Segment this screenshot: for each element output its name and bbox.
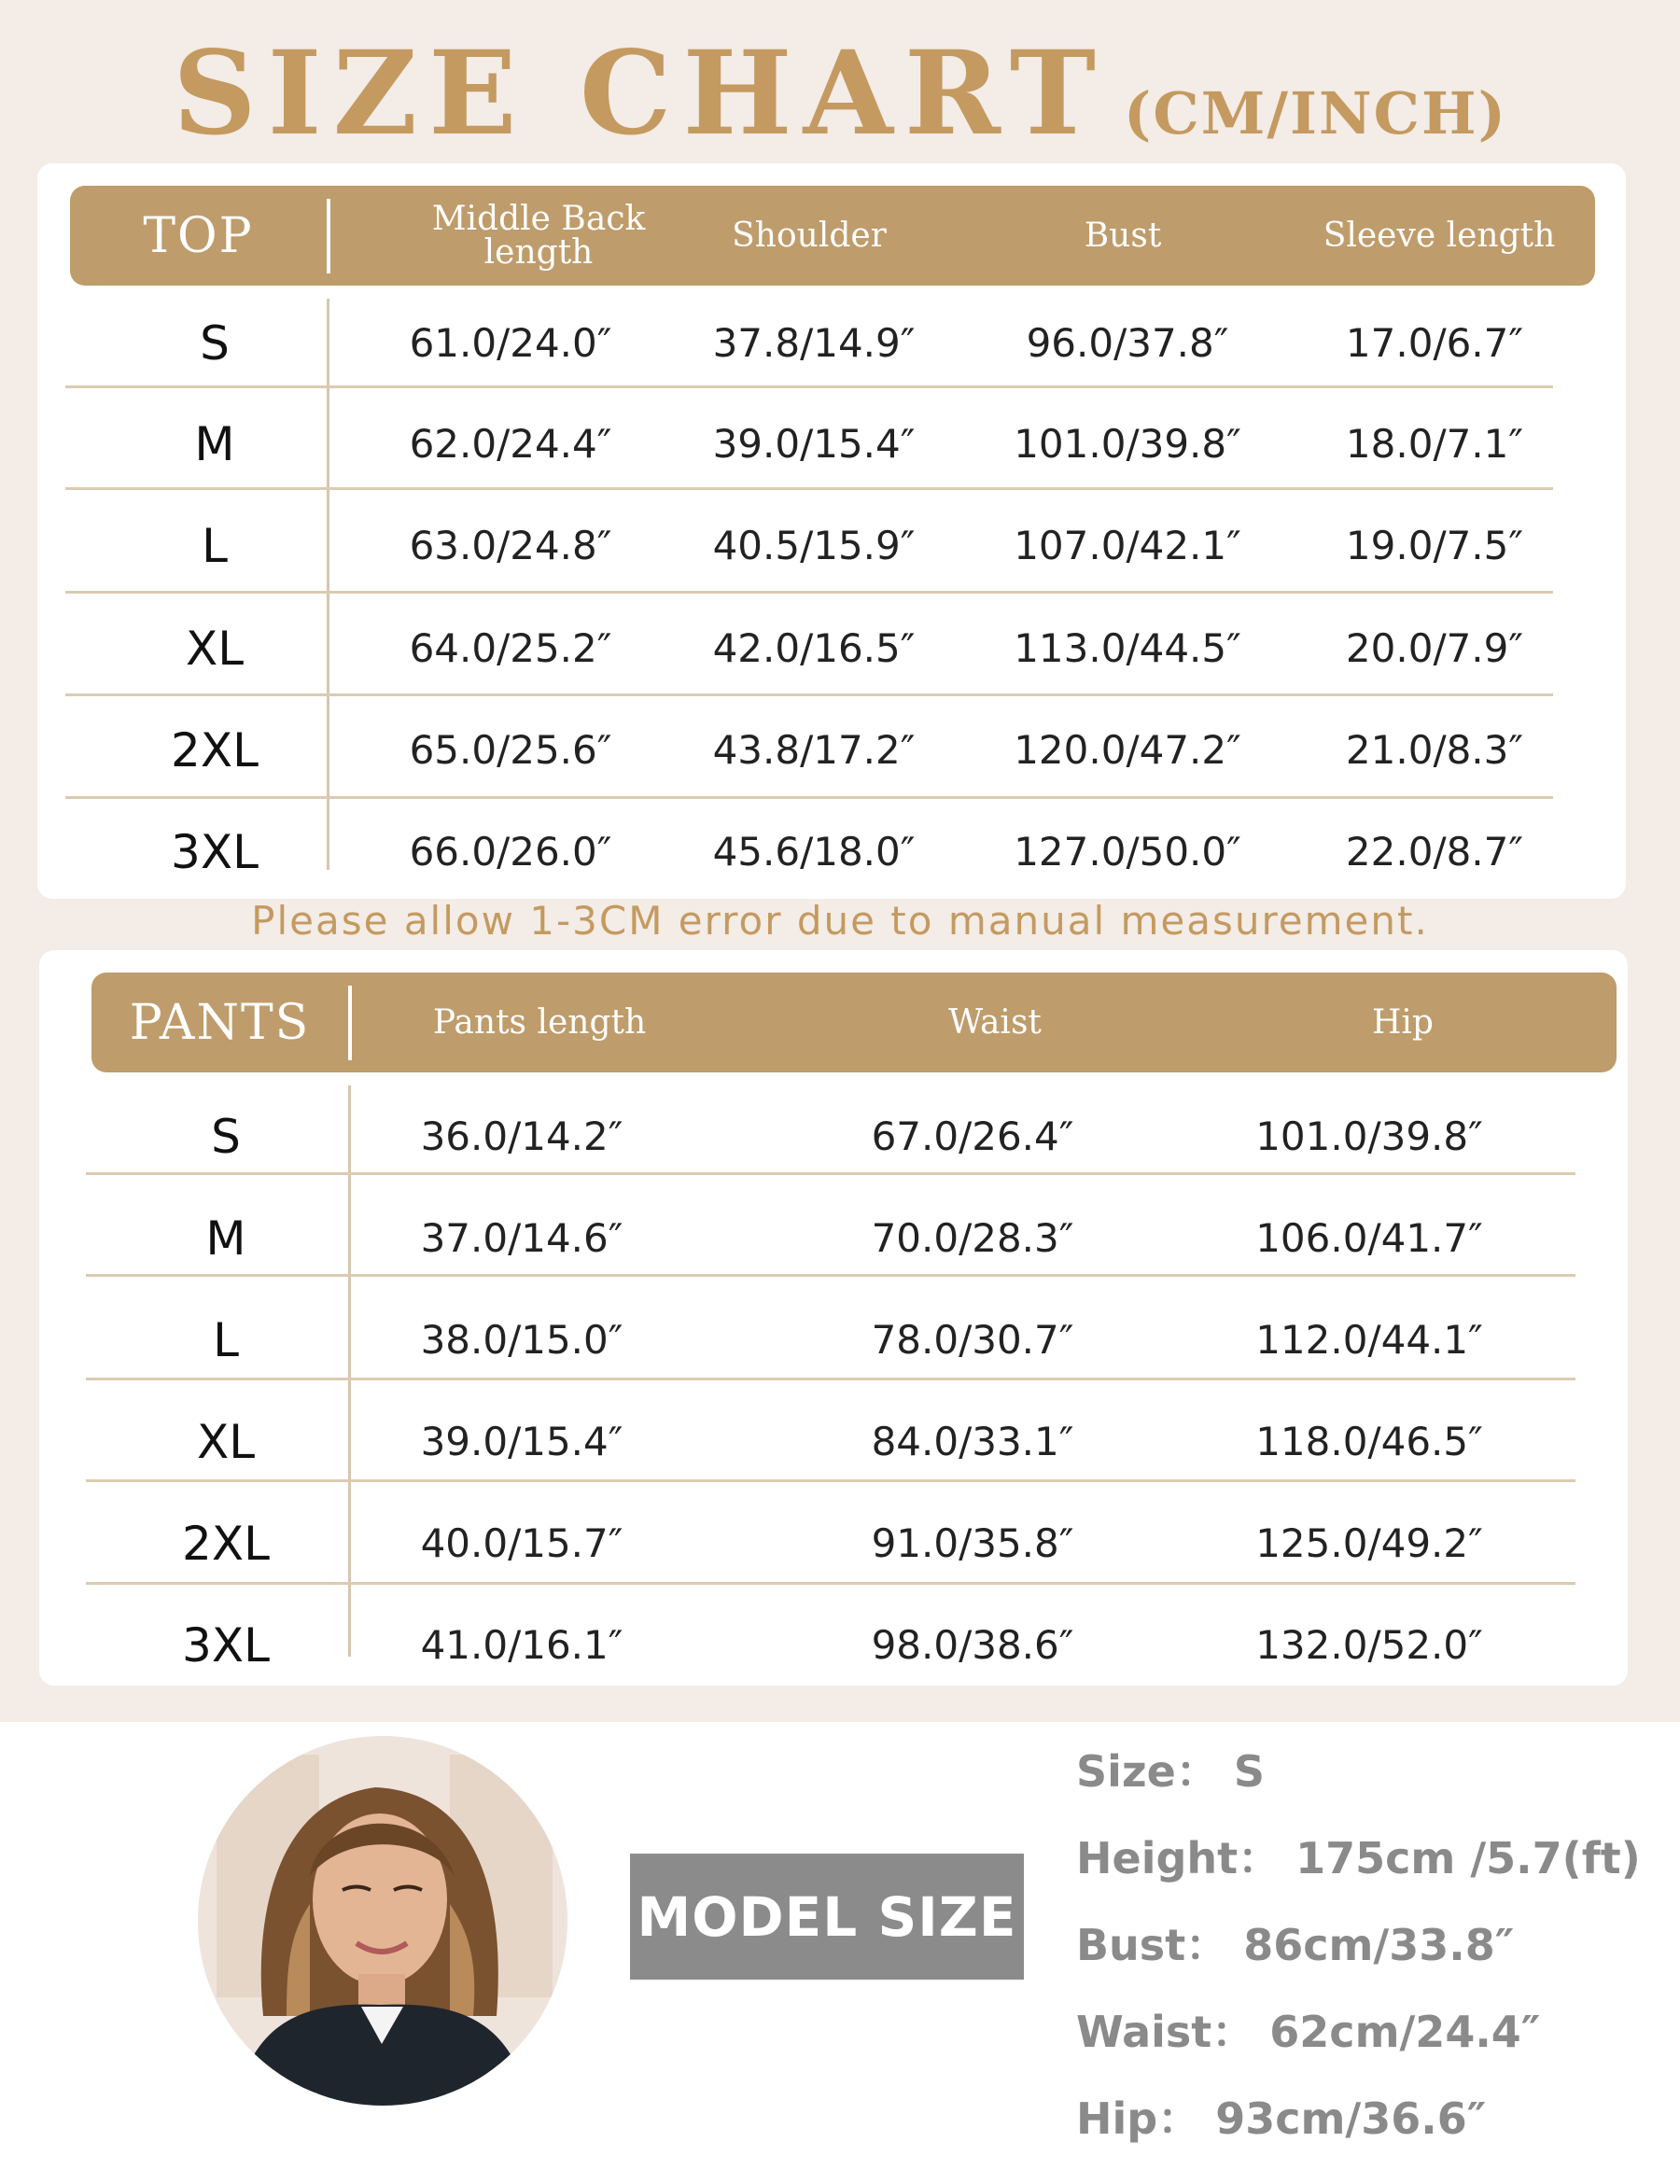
row-divider (86, 1172, 1575, 1175)
size-label: M (205, 1211, 246, 1266)
size-label: L (202, 518, 228, 573)
table-cell: 22.0/8.7″ (1345, 829, 1524, 875)
table-row (37, 801, 1626, 903)
row-divider (86, 1479, 1575, 1482)
row-divider (65, 487, 1553, 490)
table-cell: 39.0/15.4″ (712, 421, 916, 467)
title-main: SIZE CHART (173, 26, 1108, 161)
table-cell: 132.0/52.0″ (1255, 1622, 1483, 1668)
table-cell: 107.0/42.1″ (1014, 523, 1241, 568)
table-cell: 21.0/8.3″ (1345, 727, 1524, 773)
table-cell: 61.0/24.0″ (409, 320, 612, 366)
header-shoulder: Shoulder (732, 216, 887, 255)
table-cell: 66.0/26.0″ (409, 829, 612, 875)
table-cell: 84.0/33.1″ (871, 1419, 1074, 1464)
table-cell: 64.0/25.2″ (409, 625, 612, 671)
model-stat-size: Size： S (1076, 1746, 1266, 1797)
table-cell: 63.0/24.8″ (409, 523, 612, 568)
table-cell: 112.0/44.1″ (1255, 1317, 1483, 1363)
header-hip: Hip (1372, 1002, 1434, 1042)
size-label: 3XL (182, 1617, 270, 1673)
row-divider (65, 796, 1553, 799)
table-cell: 127.0/50.0″ (1014, 829, 1241, 875)
size-label: 2XL (182, 1516, 270, 1571)
model-size-badge: MODEL SIZE (630, 1854, 1024, 1980)
table-cell: 45.6/18.0″ (712, 829, 916, 875)
table-row (37, 292, 1626, 394)
table-cell: 18.0/7.1″ (1345, 421, 1524, 467)
size-label: XL (196, 1414, 256, 1469)
size-label: 2XL (171, 722, 259, 777)
table-cell: 106.0/41.7″ (1255, 1215, 1483, 1261)
table-cell: 41.0/16.1″ (420, 1622, 623, 1668)
table-cell: 98.0/38.6″ (871, 1622, 1074, 1668)
top-table-header (70, 186, 1595, 286)
header-divider (327, 199, 330, 273)
row-divider (86, 1274, 1575, 1277)
table-row (39, 1492, 1628, 1594)
model-stat-waist: Waist： 62cm/24.4″ (1076, 2007, 1541, 2057)
model-portrait-illustration (198, 1736, 567, 2106)
table-cell: 19.0/7.5″ (1345, 523, 1524, 568)
table-cell: 42.0/16.5″ (712, 625, 916, 671)
row-divider (86, 1378, 1575, 1380)
pants-table-header (91, 973, 1617, 1072)
table-cell: 78.0/30.7″ (871, 1317, 1074, 1363)
table-row (37, 495, 1626, 596)
table-cell: 40.5/15.9″ (712, 523, 916, 568)
size-label: S (200, 315, 230, 371)
measurement-note: Please allow 1-3CM error due to manual measurement. (251, 898, 1429, 944)
table-cell: 20.0/7.9″ (1345, 625, 1524, 671)
top-size-table (37, 163, 1626, 899)
size-label: M (194, 416, 235, 471)
table-row (39, 1594, 1628, 1696)
row-divider (86, 1582, 1575, 1585)
header-bust: Bust (1084, 216, 1162, 255)
table-row (39, 1391, 1628, 1492)
table-cell: 39.0/15.4″ (420, 1419, 623, 1464)
table-row (37, 699, 1626, 801)
header-sleeve-length: Sleeve length (1323, 216, 1556, 255)
table-cell: 17.0/6.7″ (1345, 320, 1524, 366)
table-cell: 67.0/26.4″ (871, 1113, 1074, 1159)
page-title (0, 26, 1680, 161)
table-cell: 101.0/39.8″ (1255, 1113, 1483, 1159)
table-cell: 101.0/39.8″ (1014, 421, 1241, 467)
table-cell: 62.0/24.4″ (409, 421, 612, 467)
pants-size-table (39, 950, 1628, 1686)
size-label: XL (185, 621, 245, 676)
table-cell: 91.0/35.8″ (871, 1520, 1074, 1566)
table-cell: 43.8/17.2″ (712, 727, 916, 773)
size-label: S (211, 1109, 241, 1164)
table-cell: 37.0/14.6″ (420, 1215, 623, 1261)
table-row (37, 393, 1626, 495)
header-middle-back-length: Middle Back length (431, 199, 646, 272)
table-cell: 118.0/46.5″ (1255, 1419, 1483, 1464)
row-divider (65, 693, 1553, 696)
table-row (37, 597, 1626, 699)
pants-section-label: PANTS (129, 994, 311, 1051)
title-unit: (CM/INCH) (1124, 79, 1507, 147)
size-label: L (213, 1312, 239, 1367)
row-divider (65, 385, 1553, 388)
row-divider (65, 591, 1553, 594)
table-cell: 113.0/44.5″ (1014, 625, 1241, 671)
model-stat-hip: Hip： 93cm/36.6″ (1076, 2093, 1487, 2144)
table-cell: 40.0/15.7″ (420, 1520, 623, 1566)
table-cell: 65.0/25.6″ (409, 727, 612, 773)
table-cell: 125.0/49.2″ (1255, 1520, 1483, 1566)
header-pants-length: Pants length (432, 1002, 647, 1042)
model-stat-bust: Bust： 86cm/33.8″ (1076, 1920, 1515, 1970)
table-row (39, 1289, 1628, 1391)
header-waist: Waist (948, 1002, 1042, 1042)
model-photo (198, 1736, 567, 2106)
table-cell: 37.8/14.9″ (712, 320, 916, 366)
header-divider (348, 986, 352, 1060)
table-cell: 36.0/14.2″ (420, 1113, 623, 1159)
size-label: 3XL (171, 824, 259, 879)
model-stat-height: Height： 175cm /5.7(ft) (1076, 1833, 1641, 1883)
table-cell: 38.0/15.0″ (420, 1317, 623, 1363)
table-cell: 70.0/28.3″ (871, 1215, 1074, 1261)
table-cell: 120.0/47.2″ (1014, 727, 1241, 773)
table-cell: 96.0/37.8″ (1026, 320, 1229, 366)
top-section-label: TOP (143, 207, 254, 264)
